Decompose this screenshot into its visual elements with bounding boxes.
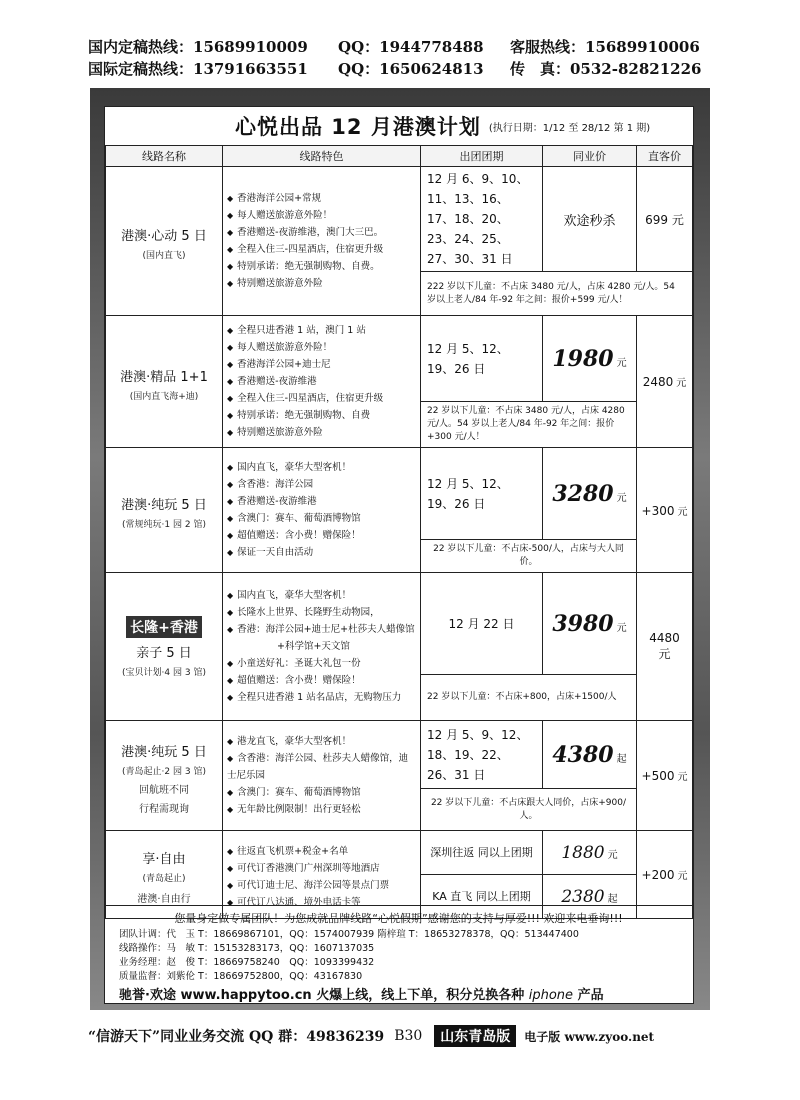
- route-name: 港澳·心动 5 日: [121, 229, 207, 244]
- route-table: [105, 145, 693, 919]
- peer-price: 2380: [561, 886, 605, 907]
- direct-price: +200: [641, 868, 675, 882]
- table-header: [106, 146, 693, 167]
- price-unit: 起: [607, 893, 618, 905]
- feature-item: ◆ 港龙直飞，豪华大型客机！: [227, 733, 416, 750]
- execution-date: (执行日期：1/12 至 28/12 第 1 期): [488, 122, 651, 134]
- price-unit: 元: [676, 378, 687, 389]
- slogan-end: 产品: [577, 988, 604, 1003]
- intl-hotline: 国际定稿热线：13791663551: [88, 60, 308, 78]
- direct-price-cell: [637, 448, 693, 573]
- contact-list: [119, 928, 692, 984]
- route-name: 港澳·纯玩 5 日: [121, 744, 207, 760]
- feature-item: ◆ 香港赠送-夜游维港: [227, 373, 416, 390]
- contact-footer: [105, 905, 692, 1003]
- feature-item: ◆ 特别赠送旅游意外险: [227, 424, 416, 441]
- dates-cell: 深圳往返 同以上团期: [421, 831, 543, 875]
- price-unit: 元: [607, 849, 618, 861]
- col-direct-price: 直客价: [637, 146, 693, 167]
- price-unit: 元: [658, 647, 671, 661]
- feature-item: ◆ 超值赠送：含小费！赠保险！: [227, 527, 416, 544]
- feature-item: ◆ 每人赠送旅游意外险！: [227, 207, 416, 224]
- feature-item: ◆ 特别承诺：绝无强制购物、自费。: [227, 258, 416, 275]
- feature-item: ◆ 可代订香港澳门广州深圳等地酒店: [227, 860, 416, 877]
- price-unit: 元: [616, 357, 627, 369]
- slogan-product: iphone: [528, 988, 574, 1003]
- direct-price-cell: [637, 316, 693, 448]
- child-note: 22 岁以下儿童：不占床 3480 元/人，占床 4280 元/人。54 岁以上老人/84 年-92 年之间：报价+300 元/人！: [421, 402, 637, 448]
- contact-line: 团队计调：代 玉 T：18669867101，QQ：1574007939 隋梓瑄 T：18653278378，QQ：513447400: [119, 929, 579, 940]
- direct-price: +300: [641, 503, 675, 518]
- hotline-header: [88, 36, 768, 80]
- feature-item: ◆ 全程入住三-四星酒店，住宿更升级: [227, 241, 416, 258]
- feature-item: ◆ 香港海洋公园+迪士尼: [227, 356, 416, 373]
- edition-site: 电子版 www.zyoo.net: [524, 1029, 655, 1044]
- direct-price: 2480: [642, 375, 674, 389]
- page-number: B30: [394, 1028, 423, 1044]
- feature-item: ◆ 长隆水上世界、长隆野生动物园，: [227, 604, 416, 621]
- feature-item: ◆ 往返直飞机票+税金+名单: [227, 843, 416, 860]
- feature-item: ◆ 香港赠送-夜游维港: [227, 493, 416, 510]
- peer-price: 4380: [552, 741, 614, 768]
- title-bar: [105, 107, 692, 146]
- child-note: 222 岁以下儿童：不占床 3480 元/人，占床 4280 元/人。54 岁以上老人/84 年-92 年之间：报价+599 元/人！: [421, 272, 693, 316]
- feature-item: ◆ 国内直飞，豪华大型客机！: [227, 587, 416, 604]
- feature-item: ◆ 含澳门：赛车、葡萄酒博物馆: [227, 510, 416, 527]
- dates-cell: 12 月 6、9、10、11、13、16、17、18、20、23、24、25、27、30、31 日: [421, 167, 543, 272]
- col-dates: 出团团期: [421, 146, 543, 167]
- direct-price: 4480: [649, 631, 680, 645]
- feature-item: ◆ 超值赠送：含小费！赠保险！: [227, 672, 416, 689]
- route-name: 享·自由: [142, 852, 186, 867]
- feature-item: ◆ 可代订迪士尼、海洋公园等景点门票: [227, 877, 416, 894]
- features-cell: [223, 448, 421, 573]
- feature-item: ◆ 含香港：海洋公园: [227, 476, 416, 493]
- feature-item: ◆ 特别赠送旅游意外险: [227, 275, 416, 292]
- feature-item: ◆ 香港海洋公园+常规: [227, 190, 416, 207]
- route-name: 港澳·纯玩 5 日: [121, 498, 207, 513]
- feature-item: ◆ 香港：海洋公园+迪士尼+杜莎夫人蜡像馆: [227, 621, 416, 638]
- feature-item: ◆ 含香港：海洋公园、杜莎夫人蜡像馆，迪: [227, 750, 416, 767]
- route-cell: [106, 721, 223, 831]
- table-row: [106, 573, 693, 675]
- route-sub: (国内直飞海+迪): [129, 391, 199, 402]
- peer-price-cell: [543, 316, 637, 402]
- route-name: 亲子 5 日: [136, 645, 192, 661]
- features-cell: [223, 167, 421, 316]
- peer-price: 1980: [552, 345, 614, 372]
- contact-line: 业务经理：赵 俊 T：18669758240 QQ：1093399432: [119, 957, 375, 968]
- direct-price-cell: [637, 721, 693, 831]
- route-sub: 港澳·自由行: [137, 894, 191, 905]
- slogan-text: 驰誉·欢途 www.happytoo.cn 火爆上线，线上下单，积分兑换各种: [119, 988, 525, 1003]
- feature-item: ◆ 全程只进香港 1 站名品店，无购物压力: [227, 689, 416, 706]
- domestic-hotline: 国内定稿热线：15689910009: [88, 38, 308, 56]
- feature-item: 士尼乐园: [227, 770, 266, 781]
- route-sub: (宝贝计划·4 园 3 馆): [122, 667, 206, 678]
- qq-group: “信游天下”同业业务交流 QQ 群：49836239: [88, 1029, 385, 1045]
- dates-cell: 12 月 5、12、19、26 日: [421, 448, 543, 540]
- dates-cell: 12 月 5、12、19、26 日: [421, 316, 543, 402]
- contact-line: 质量监督：刘紫伦 T：18669752800，QQ：43167830: [119, 971, 363, 982]
- route-sub: 行程需现询: [139, 803, 189, 815]
- col-features: 线路特色: [223, 146, 421, 167]
- route-sub: (青岛起止): [142, 874, 186, 884]
- peer-price: 3980: [552, 610, 614, 637]
- table-row: [106, 831, 693, 875]
- feature-item: ◆ 无年龄比例限制！出行更轻松: [227, 801, 416, 818]
- child-note: 22 岁以下儿童：不占床-500/人，占床与大人同价。: [421, 540, 637, 573]
- table-row: [106, 316, 693, 402]
- footer-welcome: 您量身定做专属团队！为您成就品牌线路“心悦假期”感谢您的支持与厚爱!!! 欢迎来电垂询!!!: [174, 912, 623, 925]
- edition-badge: 山东青岛版: [434, 1025, 516, 1047]
- feature-item: ◆ 特别承诺：绝无强制购物、自费: [227, 407, 416, 424]
- features-cell: [223, 573, 421, 721]
- price-unit: 元: [616, 622, 627, 634]
- contact-line: 线路操作：马 敏 T：15153283173，QQ：1607137035: [119, 943, 375, 954]
- table-row: [106, 448, 693, 540]
- page-footer: [88, 1025, 728, 1047]
- price-unit: 起: [616, 753, 627, 765]
- peer-price: 欢途秒杀: [543, 167, 637, 272]
- page-title: 心悦出品 12 月港澳计划: [235, 115, 481, 139]
- child-note: 22 岁以下儿童：不占床跟大人同价，占床+900/人。: [421, 789, 637, 831]
- peer-price: 1880: [561, 842, 605, 863]
- route-sub: (国内直飞): [142, 251, 186, 261]
- dates-cell: KA 直飞 同以上团期: [421, 875, 543, 919]
- direct-price-cell: [637, 573, 693, 721]
- feature-item: ◆ 香港赠送-夜游维港，澳门大三巴。: [227, 224, 416, 241]
- route-sub: 回航班不同: [139, 784, 189, 796]
- feature-item: ◆ 可代订八达通、境外电话卡等: [227, 894, 416, 911]
- price-unit: 元: [677, 506, 688, 518]
- route-cell: [106, 167, 223, 316]
- price-unit: 元: [677, 772, 688, 783]
- table-row: [106, 721, 693, 789]
- feature-item: ◆ 保证一天自由活动: [227, 544, 416, 561]
- col-route: 线路名称: [106, 146, 223, 167]
- col-peer-price: 同业价: [543, 146, 637, 167]
- domestic-qq: QQ：1944778488: [338, 38, 484, 56]
- feature-item: ◆ 全程入住三-四星酒店，住宿更升级: [227, 390, 416, 407]
- direct-price: +500: [641, 769, 675, 783]
- peer-price-cell: [543, 721, 637, 789]
- price-unit: 元: [616, 492, 627, 504]
- route-badge: 长隆+香港: [126, 616, 202, 638]
- table-row: [106, 167, 693, 272]
- peer-price-cell: [543, 831, 637, 875]
- intl-qq: QQ：1650624813: [338, 60, 484, 78]
- route-cell: [106, 448, 223, 573]
- service-hotline: 客服热线：15689910006: [510, 38, 700, 56]
- tour-plan-board: [104, 106, 694, 1004]
- fax-number: 传 真：0532-82821226: [510, 60, 702, 78]
- feature-item: ◆ 全程只进香港 1 站，澳门 1 站: [227, 322, 416, 339]
- price-unit: 元: [677, 871, 688, 882]
- feature-item: +科学馆+天文馆: [277, 641, 350, 652]
- peer-price: 3280: [552, 480, 614, 507]
- dates-cell: 12 月 5、9、12、18、19、22、26、31 日: [421, 721, 543, 789]
- direct-price: 699 元: [637, 167, 693, 272]
- route-cell: [106, 316, 223, 448]
- feature-item: ◆ 国内直飞，豪华大型客机！: [227, 459, 416, 476]
- route-sub: (青岛起止·2 园 3 馆): [122, 766, 206, 777]
- child-note: 22 岁以下儿童：不占床+800，占床+1500/人: [421, 675, 637, 721]
- website-slogan: [119, 984, 692, 1003]
- route-sub: (常规纯玩·1 园 2 馆): [122, 520, 206, 530]
- feature-item: ◆ 含澳门：赛车、葡萄酒博物馆: [227, 784, 416, 801]
- feature-item: ◆ 小童送好礼：圣诞大礼包一份: [227, 655, 416, 672]
- features-cell: [223, 316, 421, 448]
- route-cell: [106, 573, 223, 721]
- peer-price-cell: [543, 573, 637, 675]
- peer-price-cell: [543, 448, 637, 540]
- features-cell: [223, 721, 421, 831]
- feature-item: ◆ 每人赠送旅游意外险！: [227, 339, 416, 356]
- route-name: 港澳·精品 1+1: [120, 369, 208, 385]
- dates-cell: 12 月 22 日: [421, 573, 543, 675]
